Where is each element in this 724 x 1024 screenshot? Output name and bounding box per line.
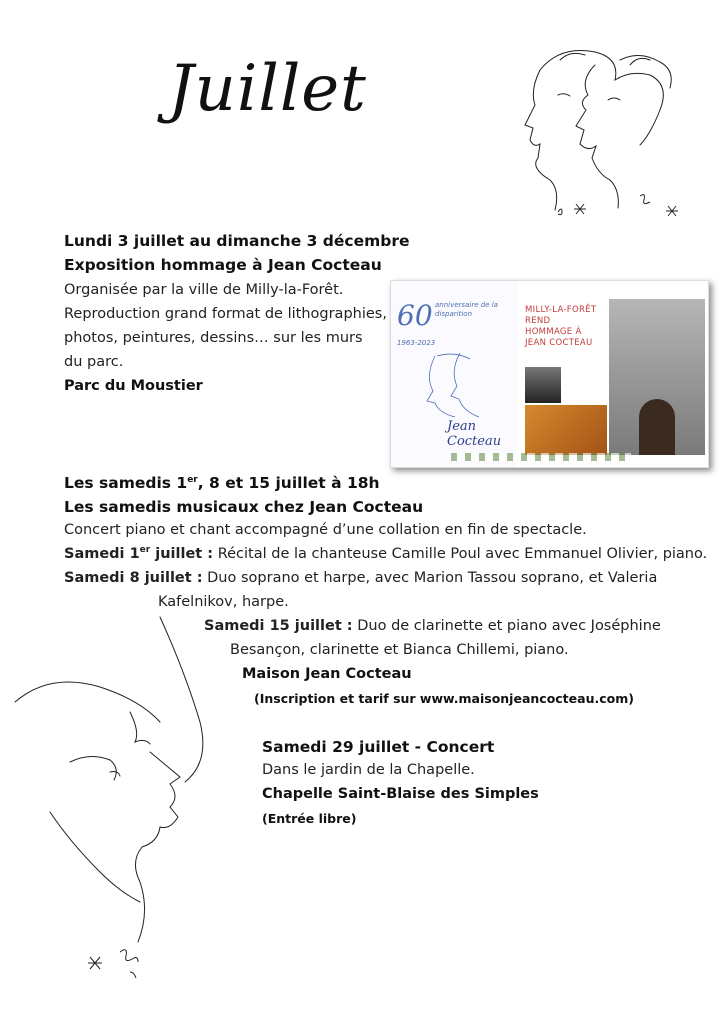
poster-chapel-door xyxy=(639,399,675,455)
poster-partner-logos xyxy=(451,453,631,461)
cocteau-profiles-drawing xyxy=(500,40,710,230)
event3-note: (Entrée libre) xyxy=(262,811,357,826)
event1-desc-line: photos, peintures, dessins… sur les murs xyxy=(64,330,363,346)
session2-label: Samedi 8 juillet : xyxy=(64,570,203,586)
session3-label: Samedi 15 juillet : xyxy=(204,618,353,634)
event3-place: Chapelle Saint-Blaise des Simples xyxy=(262,786,539,802)
event2-session-2 xyxy=(64,570,657,586)
session2-text: Duo soprano et harpe, avec Marion Tassou soprano, et Valeria xyxy=(202,570,658,586)
poster-portrait-photo xyxy=(525,367,561,403)
event3-desc: Dans le jardin de la Chapelle. xyxy=(262,762,475,778)
event2-dates-pre: Les samedis 1 xyxy=(64,474,188,492)
event2-session-3 xyxy=(204,618,661,634)
poster-left-panel xyxy=(391,281,517,467)
poster-right-panel xyxy=(517,281,708,467)
event2-name: Les samedis musicaux chez Jean Cocteau xyxy=(64,498,424,516)
event2-dates xyxy=(64,474,380,492)
event2-place: Maison Jean Cocteau xyxy=(242,666,412,682)
poster-sixty: 60 xyxy=(397,299,433,332)
cocteau-profile-drawing xyxy=(10,612,240,1012)
event1-desc-line: Reproduction grand format de lithographies, xyxy=(64,306,387,322)
event1-place: Parc du Moustier xyxy=(64,378,203,394)
session1-text: Récital de la chanteuse Camille Poul avec Emmanuel Olivier, piano. xyxy=(213,546,708,562)
session3-text: Duo de clarinette et piano avec Joséphine xyxy=(352,618,661,634)
event1-desc-line: du parc. xyxy=(64,354,124,370)
event2-session-1 xyxy=(64,546,707,562)
session2-text-cont: Kafelnikov, harpe. xyxy=(158,594,289,610)
session1-label: Samedi 1er juillet : xyxy=(64,545,214,562)
event1-dates: Lundi 3 juillet au dimanche 3 décembre xyxy=(64,232,410,250)
event2-desc: Concert piano et chant accompagné d’une collation en fin de spectacle. xyxy=(64,522,587,538)
poster-chapel-photo xyxy=(609,299,705,455)
poster-painting xyxy=(525,405,607,455)
event2-dates-sup: er xyxy=(187,474,198,485)
page-title: Juillet xyxy=(168,52,367,126)
poster-anniversary: anniversaire de la disparition xyxy=(435,301,498,318)
session3-text-cont: Besançon, clarinette et Bianca Chillemi, piano. xyxy=(230,642,569,658)
event3-title: Samedi 29 juillet - Concert xyxy=(262,738,495,756)
event1-name: Exposition hommage à Jean Cocteau xyxy=(64,256,382,274)
poster-years: 1963-2023 xyxy=(397,339,436,347)
event1-desc-line: Organisée par la ville de Milly-la-Forêt. xyxy=(64,282,344,298)
poster-signature: Jean Cocteau xyxy=(447,419,502,449)
exhibition-poster xyxy=(390,280,709,468)
event2-note: (Inscription et tarif sur www.maisonjeancocteau.com) xyxy=(254,691,634,706)
poster-profiles-sketch xyxy=(415,351,505,421)
poster-headline: MILLY-LA-FORÊT REND HOMMAGE À JEAN COCTEAU xyxy=(525,305,597,348)
event2-dates-post: , 8 et 15 juillet à 18h xyxy=(197,474,380,492)
